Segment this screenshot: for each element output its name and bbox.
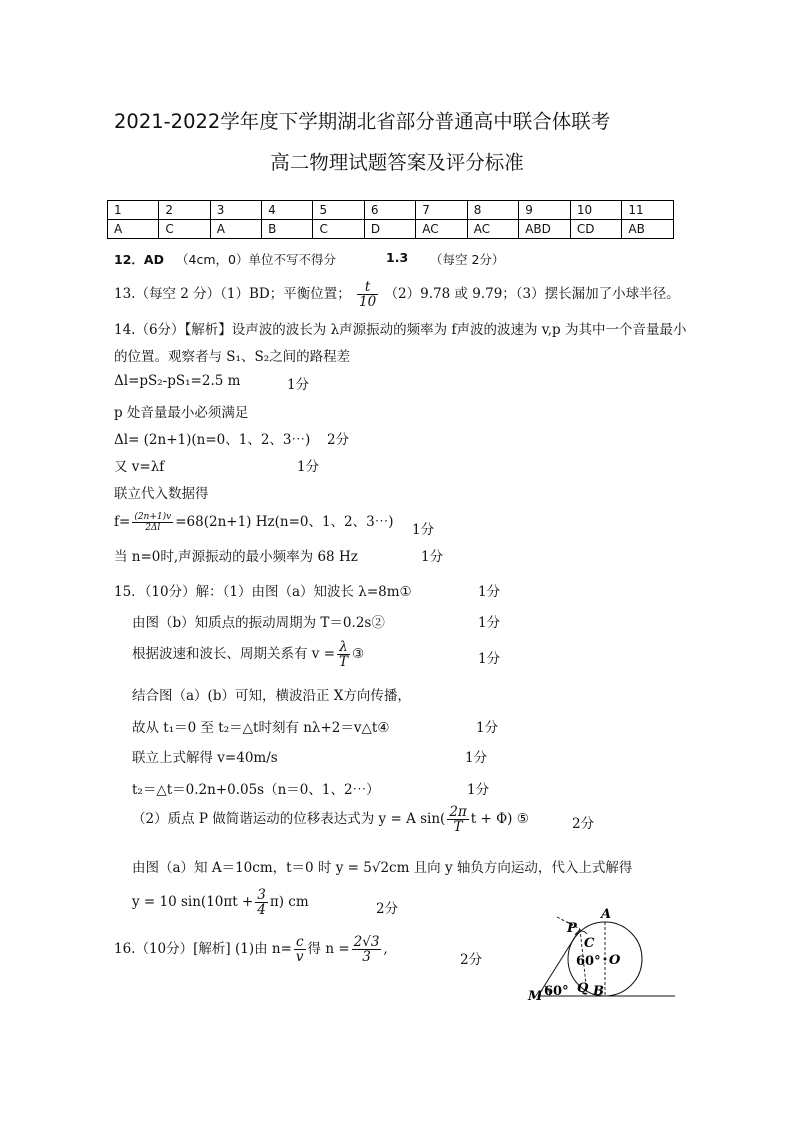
q15-result-text: y = 10 sin(10πt + xyxy=(132,894,254,910)
table-row xyxy=(108,220,674,239)
q14-line5: Δl= (2n+1)(n=0、1、2、3⋯) xyxy=(114,432,311,448)
label-p: P xyxy=(567,921,577,936)
page-title: 2021-2022学年度下学期湖北省部分普通高中联合体联考 xyxy=(114,110,611,133)
q16-text: 16.（10分）[解析] (1)由 n= xyxy=(114,941,292,957)
table-cell: ABD xyxy=(519,220,571,239)
q15-score8: 2分 xyxy=(376,901,399,917)
q13-part2: （2）9.78 或 9.79；（3）摆长漏加了小球半径。 xyxy=(384,286,680,302)
q14-score2: 2分 xyxy=(327,432,350,448)
table-cell: C xyxy=(313,220,364,239)
q15-y-fraction xyxy=(447,805,468,834)
q15-line5: 故从 t₁＝0 至 t₂＝△t时刻有 nλ+2＝v△t④ xyxy=(132,720,390,736)
center-point xyxy=(604,958,607,961)
q12-answer: 12．AD xyxy=(114,252,164,267)
label-q: Q xyxy=(577,981,589,996)
q16-frac2-num: 2√3 xyxy=(353,934,380,950)
table-cell: CD xyxy=(570,220,622,239)
q15-y-den: T xyxy=(453,819,463,835)
q16-line xyxy=(114,935,388,964)
q15-line7: t₂＝△t＝0.2n+0.05s（n＝0、1、2⋯） xyxy=(132,782,380,798)
q13-part1: 13.（每空 2 分）（1）BD；平衡位置； xyxy=(114,286,351,302)
q15-y-num: 2π xyxy=(449,804,467,820)
q14-score5: 1分 xyxy=(421,549,444,565)
q12-score: （每空 2分） xyxy=(430,252,505,267)
q16-frac1-num: c xyxy=(294,935,306,950)
q16-frac2 xyxy=(352,935,382,964)
q14-line6: 又 v=λf xyxy=(114,459,165,475)
label-c: C xyxy=(584,936,595,951)
q15-v-text: 根据波速和波长、周期关系有 v = xyxy=(132,646,336,662)
q15-score1: 1分 xyxy=(478,584,501,600)
label-o: O xyxy=(609,953,621,968)
table-cell: 1 xyxy=(108,201,159,220)
q15-y-tail: t + Φ) ⑤ xyxy=(470,811,529,827)
table-cell: A xyxy=(108,220,159,239)
table-cell: 5 xyxy=(313,201,364,220)
q14-line1: 14.（6分）【解析】设声波的波长为 λ声源振动的频率为 f声波的波速为 v,p 为其中一个音量最小 xyxy=(114,322,687,338)
q15-v-num: λ xyxy=(337,640,350,655)
q14-fraction xyxy=(132,512,173,533)
q13-line xyxy=(114,280,680,309)
q14-score1: 1分 xyxy=(287,377,310,393)
q15-score5: 1分 xyxy=(465,750,488,766)
label-m: M xyxy=(528,989,543,1003)
table-row xyxy=(108,201,674,220)
table-cell: 2 xyxy=(159,201,210,220)
q15-line9: 由图（a）知 A＝10cm，t＝0 时 y = 5√2cm 且向 y 轴负方向运动，代入上式解得 xyxy=(132,860,633,876)
q12-value: 1.3 xyxy=(386,250,409,265)
q15-v-fraction xyxy=(337,640,350,669)
table-cell: C xyxy=(159,220,210,239)
table-cell: 8 xyxy=(467,201,519,220)
optics-figure xyxy=(525,903,680,1003)
q15-result-tail: π) cm xyxy=(269,894,309,910)
q15-score7: 2分 xyxy=(572,816,595,832)
table-cell: AC xyxy=(416,220,468,239)
q13-frac-num: t xyxy=(357,280,378,295)
q15-v-mark: ③ xyxy=(352,646,365,662)
q16-frac1 xyxy=(294,935,306,964)
table-cell: D xyxy=(364,220,415,239)
q14-line3: Δl=pS₂-pS₁=2.5 m xyxy=(114,373,241,389)
q15-score3: 1分 xyxy=(478,651,501,667)
q15-line8 xyxy=(132,805,529,834)
q16-score: 2分 xyxy=(460,952,483,968)
answer-table xyxy=(107,200,674,239)
table-cell: AB xyxy=(622,220,674,239)
q14-line2: 的位置。观察者与 S₁、S₂之间的路程差 xyxy=(114,349,351,365)
table-cell: A xyxy=(210,220,261,239)
q14-line4: p 处音量最小必须满足 xyxy=(114,405,249,421)
table-cell: 4 xyxy=(262,201,313,220)
q15-line3 xyxy=(132,640,364,669)
q16-frac2-den: 3 xyxy=(362,949,371,965)
q15-v-den: T xyxy=(339,654,349,670)
q14-frac-den: 2Δl xyxy=(145,523,161,533)
angle-label-bottom: 60° xyxy=(544,984,569,999)
page-subtitle: 高二物理试题答案及评分标准 xyxy=(270,151,524,174)
label-a: A xyxy=(601,907,612,922)
q15-line2: 由图（b）知质点的振动周期为 T＝0.2s② xyxy=(132,615,385,631)
table-cell: AC xyxy=(467,220,519,239)
table-cell: 7 xyxy=(416,201,468,220)
q15-result-den: 4 xyxy=(257,902,266,918)
table-cell: 10 xyxy=(570,201,622,220)
q14-frac-num: (2n+1)v xyxy=(134,512,172,522)
q14-line7: 联立代入数据得 xyxy=(114,486,209,502)
q15-line1: 15．（10分）解：（1）由图（a）知波长 λ=8m① xyxy=(114,584,412,600)
q15-score6: 1分 xyxy=(467,782,490,798)
q16-frac1-den: v xyxy=(295,949,304,965)
q15-line4: 结合图（a）(b）可知，横波沿正 X方向传播， xyxy=(132,688,411,704)
table-cell: 3 xyxy=(210,201,261,220)
q14-f-result: =68(2n+1) Hz(n=0、1、2、3⋯) xyxy=(175,514,394,530)
q14-score4: 1分 xyxy=(412,522,435,538)
table-cell: 11 xyxy=(622,201,674,220)
q15-score4: 1分 xyxy=(476,720,499,736)
q15-y-text: （2）质点 P 做简谐运动的位移表达式为 y = A sin( xyxy=(132,811,446,827)
q14-f-label: f= xyxy=(114,514,131,530)
q14-line8 xyxy=(114,510,394,533)
q13-fraction xyxy=(357,280,378,309)
q12-point: （4cm，0）单位不写不得分 xyxy=(176,252,336,267)
table-cell: 6 xyxy=(364,201,415,220)
label-b: B xyxy=(593,984,604,999)
table-cell: B xyxy=(262,220,313,239)
q16-post: , xyxy=(383,941,388,957)
q15-result-num: 3 xyxy=(257,887,266,903)
q15-score2: 1分 xyxy=(478,615,501,631)
q15-line10 xyxy=(132,888,309,917)
q14-score3: 1分 xyxy=(297,459,320,475)
q14-line9: 当 n=0时,声源振动的最小频率为 68 Hz xyxy=(114,549,358,565)
angle-label-top: 60° xyxy=(576,954,601,969)
q15-result-fraction xyxy=(255,888,268,917)
q15-line6: 联立上式解得 v=40m/s xyxy=(132,750,278,766)
table-cell: 9 xyxy=(519,201,571,220)
q13-frac-den: 10 xyxy=(359,294,377,310)
q16-mid: 得 n = xyxy=(307,941,350,957)
